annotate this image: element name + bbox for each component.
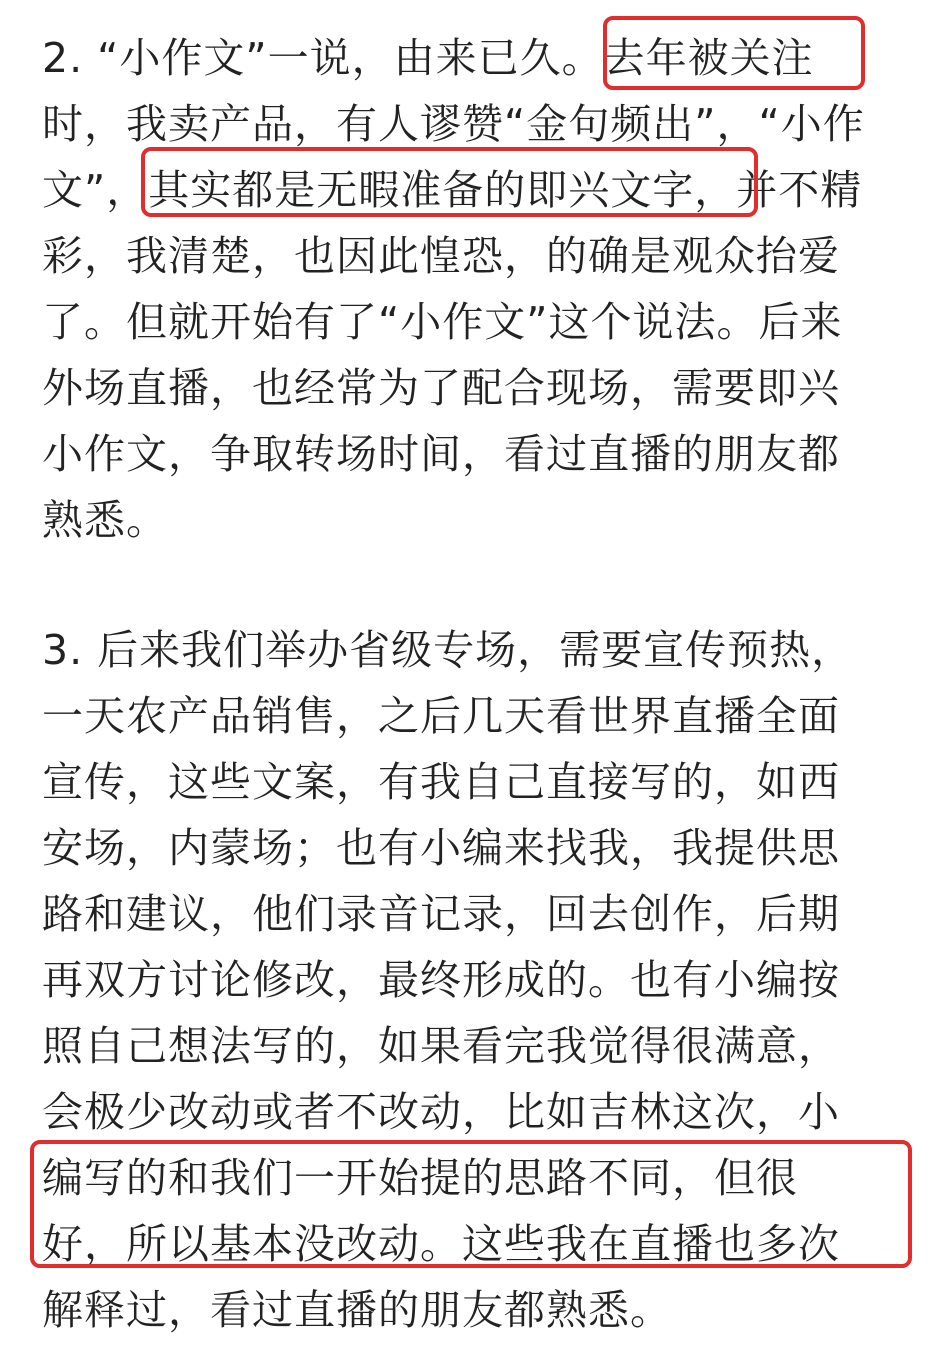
paragraph-3-line-10: 好，所以基本没改动。这些我在直播也多次 [42,1220,840,1268]
paragraph-2-line-4: 彩，我清楚，也因此惶恐，的确是观众抬爱 [42,232,840,280]
paragraph-2-line-3: 文”，其实都是无暇准备的即兴文字，并不精 [42,166,863,214]
paragraph-3-line-8: 会极少改动或者不改动，比如吉林这次，小 [42,1088,840,1136]
paragraph-2-line-1: 2. “小作文”一说，由来已久。去年被关注 [42,34,814,82]
paragraph-3-line-5: 路和建议，他们录音记录，回去创作，后期 [42,890,840,938]
paragraph-2-line-7: 小作文，争取转场时间，看过直播的朋友都 [42,430,840,478]
paragraph-2-line-8: 熟悉。 [42,496,168,544]
paragraph-3-line-9: 编写的和我们一开始提的思路不同，但很 [42,1154,798,1202]
paragraph-2-line-6: 外场直播，也经常为了配合现场，需要即兴 [42,364,840,412]
paragraph-3-line-6: 再双方讨论修改，最终形成的。也有小编按 [42,956,840,1004]
paragraph-3-line-3: 宣传，这些文案，有我自己直接写的，如西 [42,758,840,806]
paragraph-3-line-1: 3. 后来我们举办省级专场，需要宣传预热， [42,626,854,674]
paragraph-3-line-2: 一天农产品销售，之后几天看世界直播全面 [42,692,840,740]
paragraph-3-line-11: 解释过，看过直播的朋友都熟悉。 [42,1286,672,1334]
paragraph-2-line-5: 了。但就开始有了“小作文”这个说法。后来 [42,298,843,346]
paragraph-3-line-7: 照自己想法写的，如果看完我觉得很满意， [42,1022,840,1070]
paragraph-2-line-2: 时，我卖产品，有人谬赞“金句频出”，“小作 [42,100,865,148]
paragraph-3-line-4: 安场，内蒙场；也有小编来找我，我提供思 [42,824,840,872]
